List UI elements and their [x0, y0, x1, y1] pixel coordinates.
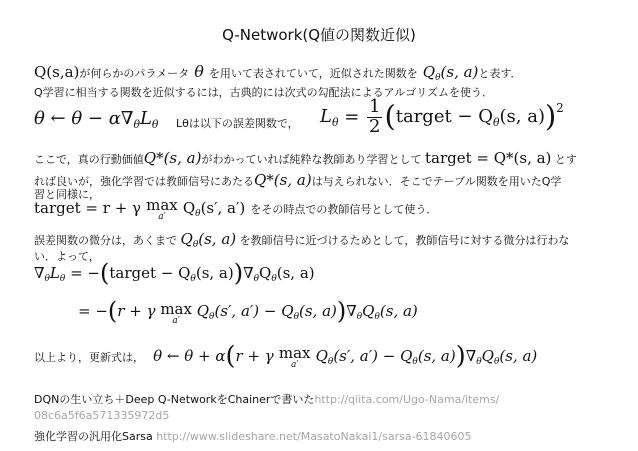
target-equals-q-star: target = Q*(s, a) [424, 149, 552, 167]
reference-2-link[interactable]: http://www.slideshare.net/MasatoNakai1/sarsa-61840605 [156, 430, 472, 443]
q-sa-symbol: Q(s,a) [34, 63, 80, 81]
para1-line-3: 習と同様に， [34, 188, 100, 201]
intro-text-c: と表す． [478, 67, 522, 80]
intro-line-2: Q学習に相当する関数を近似するには，古典的には次式の勾配法によるアルゴリズムを使う． [34, 86, 493, 99]
target-definition: target = r + γ max a′ $Q_\theta(s'$, a′) をその時点での教師信号として使う． [34, 196, 438, 222]
loss-function: $L_\theta$ = $\frac{1}{2}$ (target − $Q_\theta(s$, a))$^2$ [320, 96, 564, 137]
update-rule-note: Lθは以下の誤差関数で， [176, 117, 299, 130]
final-update-rule: 以上より，更新式は， θ ← θ + α(r + γ max a′ $Q_\theta(s'$, $a') - Q_\theta(s$, $a))\nabla_\theta Q_\theta(s$, a) [34, 341, 538, 372]
theta-symbol: θ [194, 62, 204, 81]
para1-line-1: ここで，真の行動価値Q*(s, a)がわかっていれば純粋な教師あり学習として target = Q*(s, a) とす [34, 149, 577, 167]
q-star-symbol: Q*(s, a) [143, 149, 202, 167]
final-label: 以上より，更新式は， [34, 351, 144, 364]
reference-1-link[interactable]: http://qiita.com/Ugo-Nama/items/ [314, 393, 500, 406]
max-operator: max a′ [146, 196, 178, 222]
reference-2: 強化学習の汎用化Sarsa http://www.slideshare.net/MasatoNakai1/sarsa-61840605 [34, 430, 472, 443]
max-operator-3: max a′ [278, 344, 311, 370]
intro-text-b: を用いて表されていて，近似された関数を [208, 67, 418, 80]
target-note: をその時点での教師信号として使う． [250, 203, 438, 216]
update-rule-1: θ ← $\theta - \alpha\nabla_\theta L_\theta$ [34, 108, 159, 131]
q-theta-symbol: $Q_\theta(s$, a) [422, 63, 479, 84]
intro-text-a: が何らかのパラメータ [79, 67, 190, 80]
page-title: Q-Network(Q値の関数近似) [222, 26, 416, 44]
max-operator-2: max a′ [160, 300, 192, 326]
reference-1: DQNの生い立ち＋Deep Q-NetworkをChainerで書いたhttp://qiita.com/Ugo-Nama/items/ [34, 393, 500, 406]
para2-line-2: い．よって， [34, 250, 100, 263]
q-star-symbol-2: Q*(s, a) [254, 171, 312, 189]
reference-1-link-cont[interactable]: 08c6a5f6a571335972d5 [34, 409, 170, 422]
para1-line-2: れば良いが，強化学習では教師信号にあたるQ*(s, a)は与えられない．そこでテーブル関数を用いたQ学 [34, 171, 562, 189]
gradient-equation-1: $\nabla_\theta L_\theta$ = −(target − $Q_\theta(s$, $a))\nabla_\theta Q_\theta(s$, a) [34, 258, 315, 287]
update-rule-row [34, 98, 614, 148]
para2-line-1: 誤差関数の微分は，あくまで $Q_\theta(s$, a) を教師信号に近づけるためとして，教師信号に対する微分は行わな [34, 230, 570, 251]
gradient-equation-2: = −(r + γ max a′ $Q_\theta(s'$, $a') - Q_\theta(s$, $a))\nabla_\theta Q_\theta(s$, a) [78, 296, 418, 326]
intro-line-1 [34, 62, 522, 83]
